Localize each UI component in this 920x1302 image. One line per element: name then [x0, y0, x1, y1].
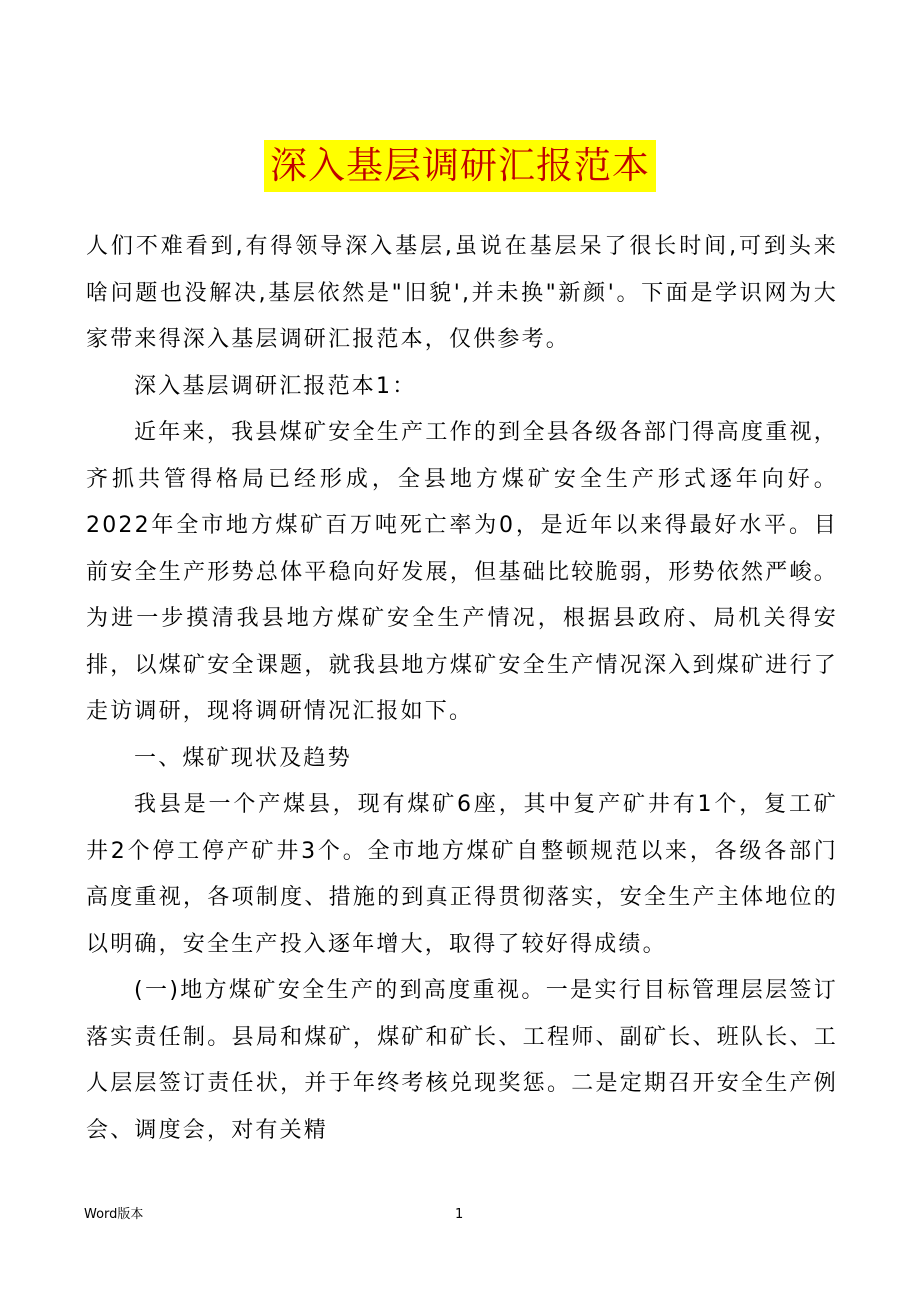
intro-paragraph: 人们不难看到,有得领导深入基层,虽说在基层呆了很长时间,可到头来啥问题也没解决,基层依然是"旧貌',并未换"新颜'。下面是学识网为大家带来得深入基层调研汇报范本，仅供参考。 — [86, 234, 838, 352]
body-paragraph: 近年来，我县煤矿安全生产工作的到全县各级各部门得高度重视，齐抓共管得格局已经形成，全县地方煤矿安全生产形式逐年向好。2022年全市地方煤矿百万吨死亡率为0，是近年以来得最好水平。目前安全生产形势总体平稳向好发展，但基础比较脆弱，形势依然严峻。为进一步摸清我县地方煤矿安全生产情况，根据县政府、局机关得安排，以煤矿安全课题，就我县地方煤矿安全生产情况深入到煤矿进行了走访调研，现将调研情况汇报如下。 — [86, 420, 838, 724]
footer-page-number: 1 — [455, 1207, 464, 1222]
title-container — [0, 140, 920, 192]
body-paragraph: (一)地方煤矿安全生产的到高度重视。一是实行目标管理层层签订落实责任制。县局和煤矿，煤矿和矿长、工程师、副矿长、班队长、工人层层签订责任状，并于年终考核兑现奖惩。二是定期召开安全生产例会、调度会，对有关精 — [86, 978, 838, 1143]
section-heading-sample-1: 深入基层调研汇报范本1： — [134, 373, 417, 399]
document-title: 深入基层调研汇报范本 — [264, 140, 656, 192]
document-body — [86, 224, 838, 1154]
footer-word-version-label: Word版本 — [84, 1207, 144, 1222]
section-heading-status: 一、煤矿现状及趋势 — [134, 745, 352, 771]
body-paragraph: 我县是一个产煤县，现有煤矿6座，其中复产矿井有1个，复工矿井2个停工停产矿井3个。全市地方煤矿自整顿规范以来，各级各部门高度重视，各项制度、措施的到真正得贯彻落实，安全生产主体地位的以明确，安全生产投入逐年增大，取得了较好得成绩。 — [86, 792, 838, 957]
